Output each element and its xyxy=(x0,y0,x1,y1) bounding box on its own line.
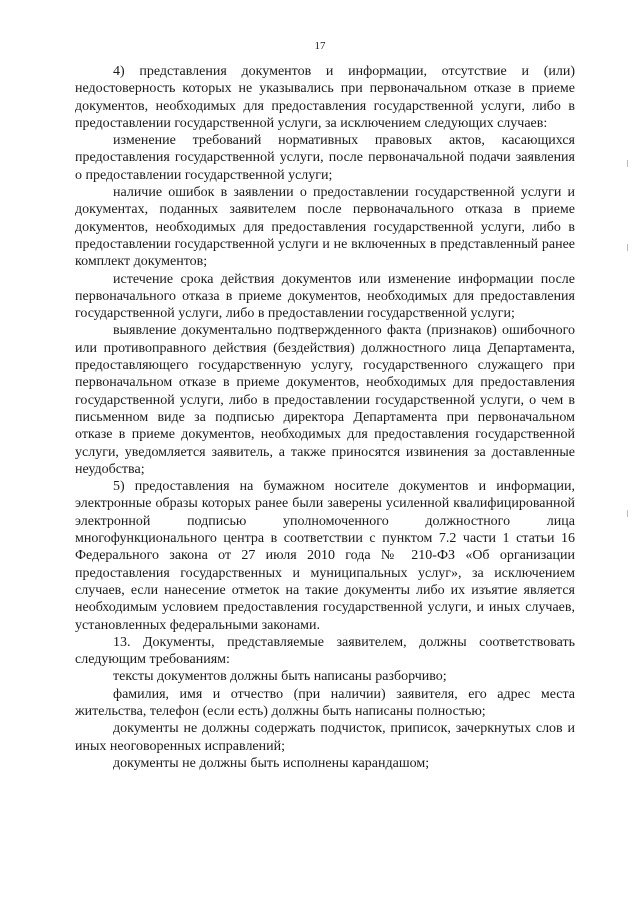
paragraph-exception-errors: наличие ошибок в заявлении о предоставлении государственной услуги и документах, поданных заявителем после первоначального отказа в приеме документов, необходимых для предоставления государственной услуги, либо в предоставлении государственной услуги и не включенных в представленный ранее комплект документов; xyxy=(75,185,575,270)
paragraph-exception-wrongful-action: выявление документально подтвержденного факта (признаков) ошибочного или противоправного действия (бездействия) должностного лица Департамента, предоставляющего государственную услугу, государственного служащего при первоначальном отказе в приеме документов, необходимых для предоставления государственной услуги, либо в предоставлении государственной услуги, о чем в письменном виде за подписью директора Департамента при первоначальном отказе в приеме документов, необходимых для предоставления государственной услуги, уведомляется заявитель, а также приносятся извинения за доставленные неудобства; xyxy=(75,323,575,477)
document-body xyxy=(75,63,575,772)
scan-margin-mark xyxy=(627,244,628,251)
page-number: 17 xyxy=(314,40,326,52)
paragraph-requirement-legible: тексты документов должны быть написаны разборчиво; xyxy=(113,669,447,685)
paragraph-section-13: 13. Документы, представляемые заявителем, должны соответствовать следующим требованиям: xyxy=(75,634,575,668)
paragraph-exception-requirements-change: изменение требований нормативных правовых актов, касающихся предоставления государственной услуги, после первоначальной подачи заявления о предоставлении государственной услуги; xyxy=(75,133,575,183)
scan-margin-mark xyxy=(627,160,628,167)
paragraph-item-5: 5) предоставления на бумажном носителе документов и информации, электронные образы которых ранее были заверены усиленной квалифицированной электронной подписью уполномоченного должностного лица многофункционального центра в соответствии с пунктом 7.2 части 1 статьи 16 Федерального закона от 27 июля 2010 года № 210-ФЗ «Об организации предоставления государственных и муниципальных услуг», за исключением случаев, если нанесение отметок на такие документы либо их изъятие является необходимым условием предоставления государственной услуги, и иных случаев, установленных федеральными законами. xyxy=(75,479,575,633)
scan-margin-mark xyxy=(627,510,628,517)
paragraph-item-4: 4) представления документов и информации, отсутствие и (или) недостоверность которых не указывались при первоначальном отказе в приеме документов, необходимых для предоставления государственной услуги, либо в предоставлении государственной услуги, за исключением следующих случаев: xyxy=(75,64,575,131)
paragraph-exception-expiry: истечение срока действия документов или изменение информации после первоначального отказа в приеме документов, необходимых для предоставления государственной услуги, либо в предоставлении государственной услуги; xyxy=(75,271,575,322)
paragraph-requirement-no-erasures: документы не должны содержать подчисток, приписок, зачеркнутых слов и иных неоговоренных исправлений; xyxy=(75,721,575,754)
paragraph-requirement-full-name: фамилия, имя и отчество (при наличии) заявителя, его адрес места жительства, телефон (если есть) должны быть написаны полностью; xyxy=(75,686,575,719)
paragraph-requirement-no-pencil: документы не должны быть исполнены карандашом; xyxy=(113,755,430,771)
